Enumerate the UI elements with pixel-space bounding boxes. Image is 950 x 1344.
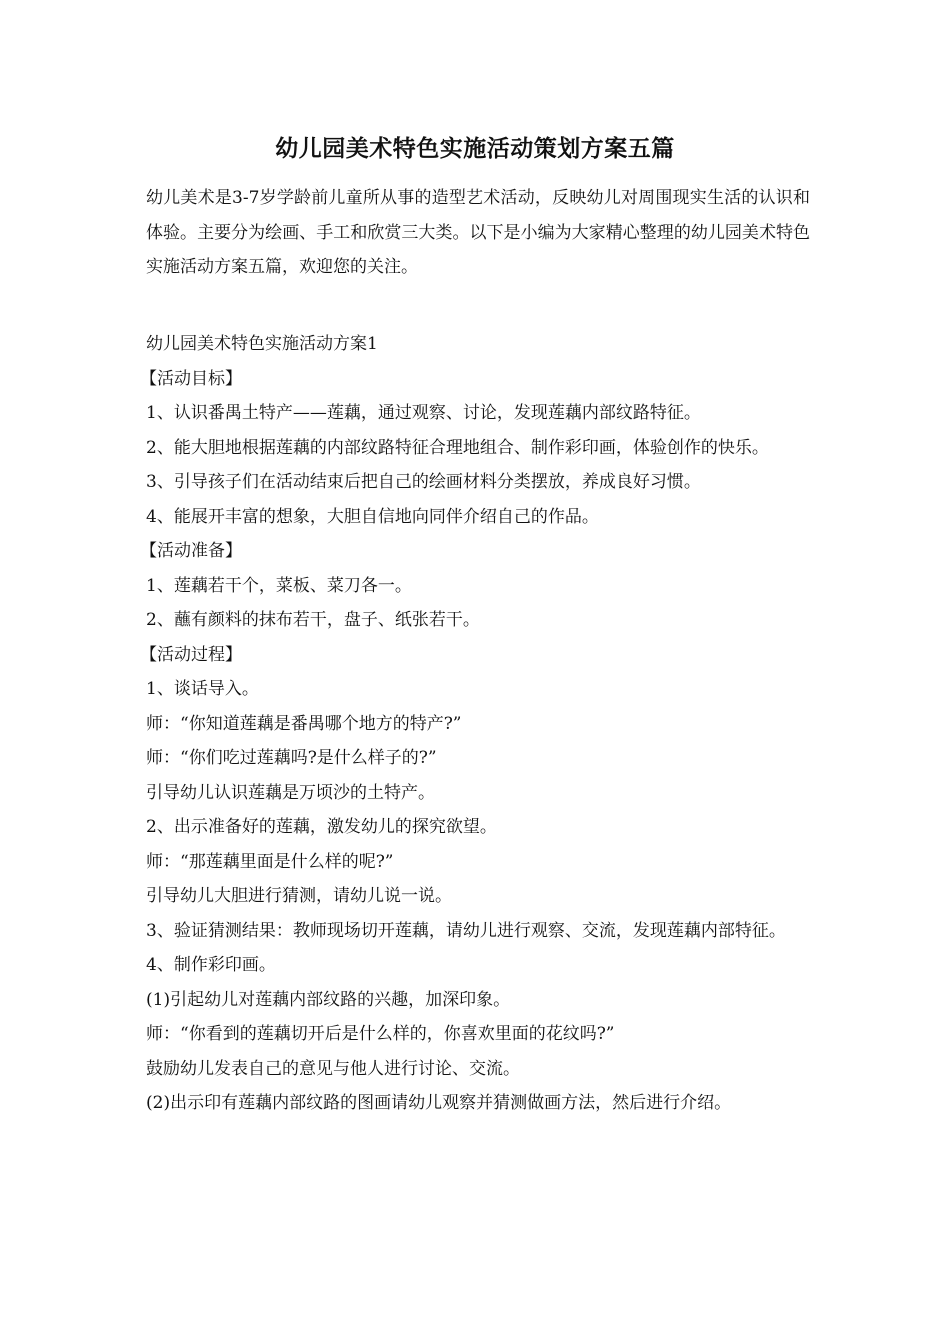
process-step-3: 3、验证猜测结果：教师现场切开莲藕，请幼儿进行观察、交流，发现莲藕内部特征。 — [146, 920, 786, 941]
teacher-quote: 师：“你看到的莲藕切开后是什么样的，你喜欢里面的花纹吗?” — [146, 1024, 615, 1044]
process-step-1: 1、谈话导入。 — [146, 679, 259, 699]
teacher-quote: 师：“你知道莲藕是番禺哪个地方的特产?” — [146, 713, 462, 734]
teacher-quote: 师：“那莲藕里面是什么样的呢?” — [146, 851, 394, 872]
subheading-activity-process: 【活动过程】 — [140, 644, 242, 665]
section-heading: 幼儿园美术特色实施活动方案1 — [146, 334, 378, 354]
document-body — [140, 327, 810, 1121]
guidance-line: 鼓励幼儿发表自己的意见与他人进行讨论、交流。 — [146, 1058, 520, 1079]
guidance-line: 引导幼儿认识莲藕是万顷沙的土特产。 — [146, 782, 435, 803]
document-title: 幼儿园美术特色实施活动策划方案五篇 — [275, 135, 675, 162]
preparation-item-1: 1、莲藕若干个，菜板、菜刀各一。 — [146, 575, 412, 596]
process-step-4: 4、制作彩印画。 — [146, 955, 276, 975]
subheading-activity-goals: 【活动目标】 — [140, 368, 242, 389]
goal-item-2: 2、能大胆地根据莲藕的内部纹路特征合理地组合、制作彩印画，体验创作的快乐。 — [146, 437, 769, 458]
teacher-quote: 师：“你们吃过莲藕吗?是什么样子的?” — [146, 748, 437, 768]
subheading-activity-preparation: 【活动准备】 — [140, 541, 242, 561]
process-step-2: 2、出示准备好的莲藕，激发幼儿的探究欲望。 — [146, 817, 497, 837]
guidance-line: 引导幼儿大胆进行猜测，请幼儿说一说。 — [146, 886, 452, 906]
sub-step-1: (1)引起幼儿对莲藕内部纹路的兴趣，加深印象。 — [146, 989, 511, 1010]
goal-item-4: 4、能展开丰富的想象，大胆自信地向同伴介绍自己的作品。 — [146, 506, 599, 527]
goal-item-3: 3、引导孩子们在活动结束后把自己的绘画材料分类摆放，养成良好习惯。 — [146, 472, 701, 492]
sub-step-2: (2)出示印有莲藕内部纹路的图画请幼儿观察并猜测做画方法，然后进行介绍。 — [146, 1093, 732, 1113]
goal-item-1: 1、认识番禺土特产——莲藕，通过观察、讨论，发现莲藕内部纹路特征。 — [146, 403, 701, 423]
intro-paragraph: 幼儿美术是3-7岁学龄前儿童所从事的造型艺术活动，反映幼儿对周围现实生活的认识和体验。主要分为绘画、手工和欣赏三大类。以下是小编为大家精心整理的幼儿园美术特色实施活动方案五篇，欢迎您的关注。 — [146, 188, 810, 277]
preparation-item-2: 2、蘸有颜料的抹布若干，盘子、纸张若干。 — [146, 610, 480, 630]
